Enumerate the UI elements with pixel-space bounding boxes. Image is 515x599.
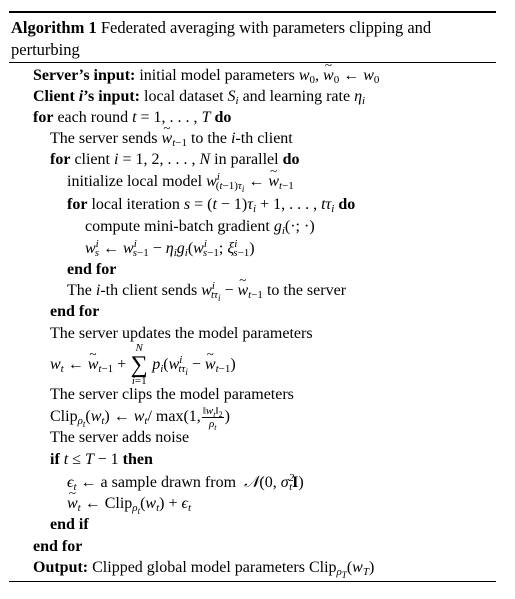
text-output: Clipped global model parameters — [92, 559, 305, 576]
text-th-client: -th client — [235, 130, 293, 147]
algorithm-label: Algorithm 1 — [11, 18, 97, 37]
line-compute-gradient — [85, 217, 315, 237]
kw-do-3: do — [338, 196, 356, 213]
kw-then: then — [122, 451, 153, 468]
line-server-sends — [50, 129, 293, 149]
text-server-sends: The server sends — [50, 130, 158, 147]
math-gradient: $g_i(\cdot$; ·) — [273, 218, 315, 237]
text-local-dataset: local dataset — [144, 88, 224, 105]
line-for-round — [33, 108, 231, 128]
math-wt1: ~ $w_{t-1}$ — [162, 130, 187, 147]
math-perturb: ~ $w_t$ ← $Clip_{\rho_t}(w_t) + \epsilon_t$ — [67, 495, 191, 512]
kw-output: Output: — [33, 559, 89, 576]
math-update: $w^i_s$ ← $w^i_{s-1} - \eta_ig_i(w^i_{s-1}$; $\xi^i_{s-1}$) — [85, 238, 255, 259]
line-end-for-3 — [33, 537, 82, 557]
sum-symbol: N ∑ i=1 — [130, 342, 148, 387]
algorithm-caption — [11, 17, 497, 61]
line-init-local — [67, 172, 294, 192]
math-delta: $w^i_{t\tau_i}$ − ~ $w_{t-1}$ — [201, 282, 263, 299]
text-compute-gradient: compute mini-batch gradient — [85, 218, 270, 235]
math-clients: i = 1, 2, . . . , N — [113, 151, 211, 168]
text-server-clips: The server clips the model parameters — [50, 386, 294, 403]
kw-client-input: ’s input: — [83, 88, 140, 105]
line-if — [50, 450, 153, 470]
text-server-input: initial model parameters — [139, 67, 295, 84]
top-rule — [9, 11, 496, 13]
line-client-input — [33, 87, 365, 107]
kw-for-2: for — [50, 151, 71, 168]
line-end-for-2 — [50, 302, 99, 322]
text-to-server: to the server — [266, 282, 347, 299]
kw-do-2: do — [282, 151, 300, 168]
kw-if: if — [50, 451, 60, 468]
kw-end-for-3: end for — [33, 538, 83, 555]
math-round: t = 1, . . . , T — [132, 109, 211, 126]
line-update — [85, 239, 255, 259]
text-learning-rate: and learning rate — [242, 88, 351, 105]
text-th-client-sends: -th client sends — [100, 282, 198, 299]
bottom-rule — [9, 581, 496, 582]
math-i3: i — [95, 282, 101, 299]
math-clip-frac: $\frac{‖w_t‖_2}{\rho_t}$ — [202, 404, 223, 432]
line-clip-formula — [50, 403, 230, 431]
kw-client: Client — [33, 88, 75, 105]
text-local-iteration: local iteration — [91, 196, 180, 213]
kw-for: for — [33, 109, 54, 126]
text-to-the: to the — [190, 130, 227, 147]
line-end-if — [50, 515, 89, 535]
text-client: client — [74, 151, 110, 168]
kw-server-input: Server’s input: — [33, 67, 136, 84]
algorithm-title-2: perturbing — [11, 40, 80, 59]
math-normal: 𝒩(0, $\sigma^2_tI$) — [244, 472, 304, 493]
math-eta: $\eta_i$ — [354, 88, 366, 107]
algorithm-title-1: Federated averaging with parameters clipping and — [100, 18, 432, 37]
line-adds-noise — [50, 428, 189, 448]
math-i: i — [78, 88, 84, 105]
line-sum-update — [50, 343, 236, 387]
line-for-client — [50, 150, 299, 170]
text-sample-drawn: a sample drawn from — [100, 474, 237, 491]
text-server-updates: The server updates the model parameters — [50, 325, 313, 342]
line-sample — [67, 472, 304, 493]
kw-for-3: for — [67, 196, 88, 213]
line-perturb — [67, 494, 191, 514]
math-eps: $\epsilon_t$ ← — [67, 474, 97, 493]
math-clip: $Clip_{\rho_t}(w_t)$ ← $w_t/$ max(1, — [50, 408, 201, 429]
line-client-sends — [67, 281, 346, 301]
text-in-parallel: in parallel — [214, 151, 279, 168]
kw-end-if: end if — [50, 516, 89, 533]
math-clip-close: ) — [224, 408, 230, 425]
line-output — [33, 558, 374, 578]
math-i2: i — [230, 130, 236, 147]
line-for-local — [67, 195, 355, 215]
kw-end-for-2: end for — [50, 303, 100, 320]
math-init: $w^i_{(t-1)\tau_i}$ ← ~ $w_{t-1}$ — [206, 173, 294, 190]
line-end-for-1 — [67, 260, 116, 280]
kw-do: do — [214, 109, 232, 126]
line-server-clips — [50, 385, 294, 405]
math-si: $S_i$ — [227, 88, 239, 107]
math-w0: $w_0$, ~ $w_0$ ← $w_0$ — [299, 67, 380, 84]
math-iter: $s = (t - 1)\tau_i + 1$, . . . , $t\tau_i$ — [183, 196, 335, 215]
math-if-cond: t ≤ T − 1 — [63, 451, 119, 468]
kw-end-for: end for — [67, 261, 117, 278]
math-output: $Clip_{\rho_T}(w_T)$ — [308, 559, 375, 580]
text-the: The — [67, 282, 92, 299]
text-adds-noise: The server adds noise — [50, 429, 190, 446]
math-sum-update: $w_t$ ← ~ $w_{t-1}$ + — [50, 356, 126, 373]
line-server-input — [33, 66, 379, 86]
text-each-round: each round — [57, 109, 129, 126]
caption-rule — [9, 62, 496, 63]
text-init-local: initialize local model — [67, 173, 203, 190]
math-sum-body: $p_i(w^i_{t\tau_i}$ − ~ $w_{t-1}$) — [152, 356, 235, 373]
